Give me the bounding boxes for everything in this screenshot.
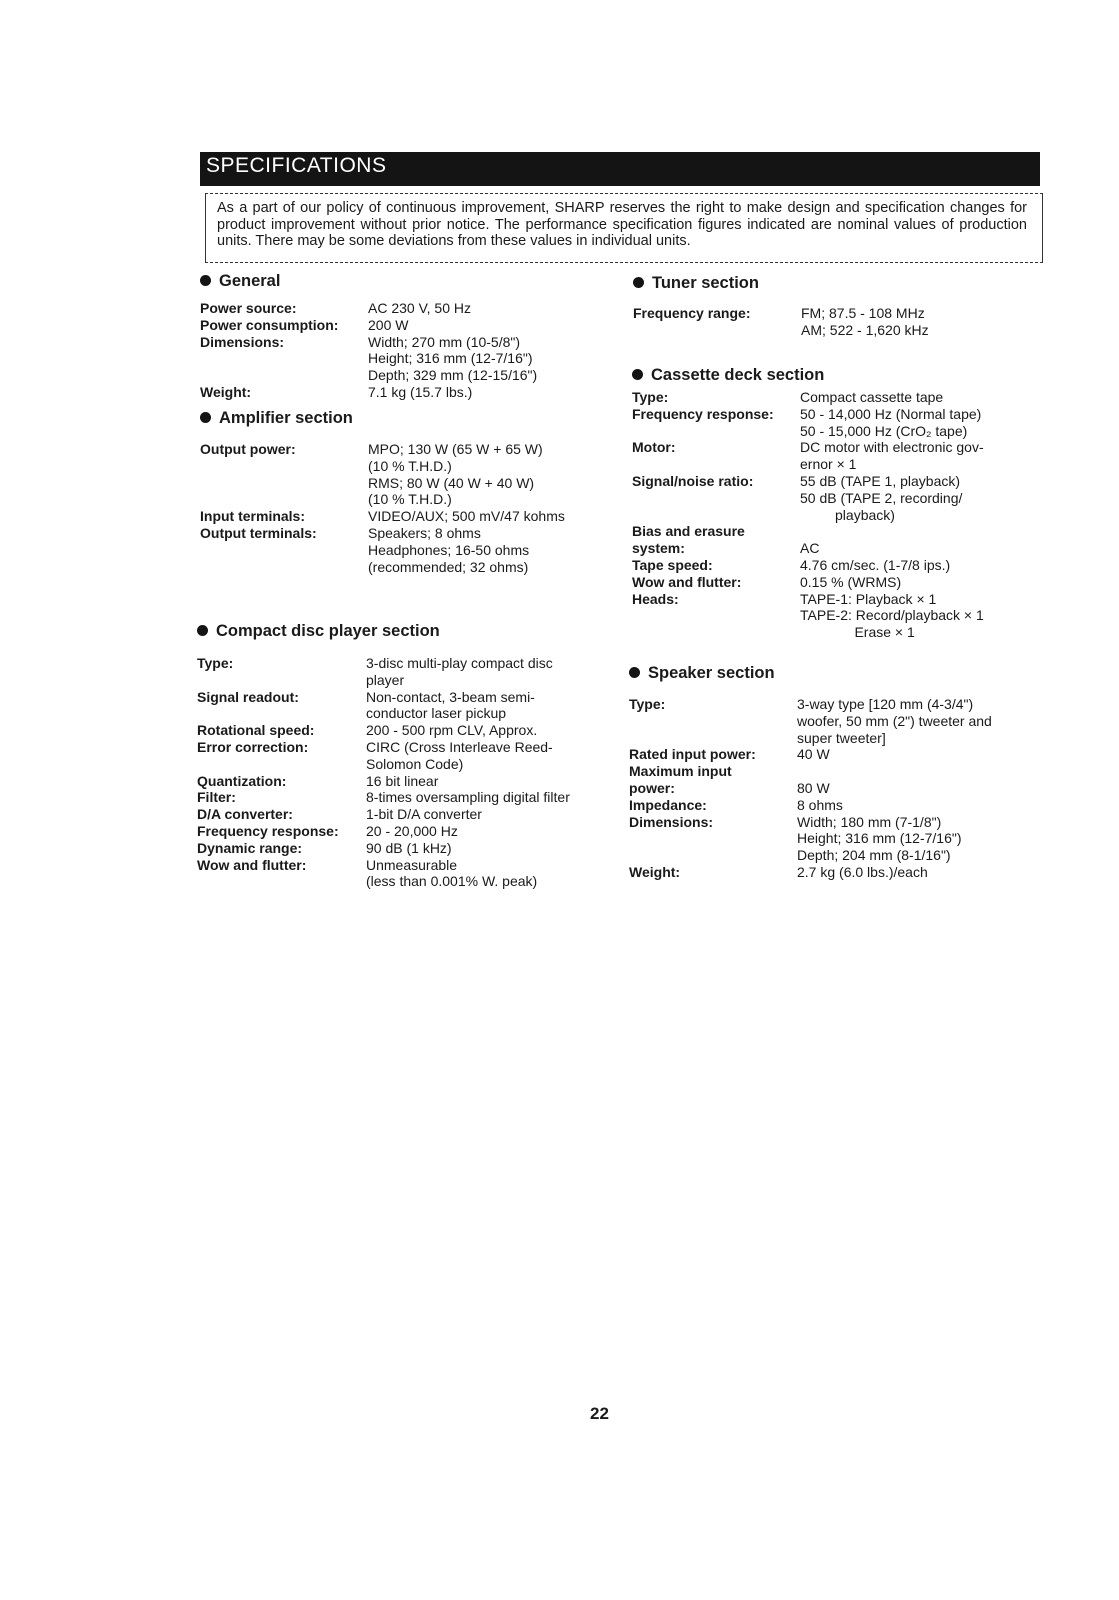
cd-title: Compact disc player section (216, 622, 440, 640)
spec-value-line: (10 % T.H.D.) (368, 457, 452, 474)
spec-row (629, 696, 992, 746)
spec-label: Quantization: (197, 772, 287, 789)
spec-row (197, 823, 570, 840)
page-title: SPECIFICATIONS (206, 154, 387, 177)
spec-label: Tape speed: (632, 556, 713, 573)
spec-value-line: 200 - 500 rpm CLV, Approx. (366, 722, 538, 739)
tuner-section (633, 272, 929, 339)
amplifier-heading (200, 407, 565, 429)
spec-value (800, 574, 984, 591)
spec-label: Rotational speed: (197, 722, 315, 739)
spec-value-line: 80 W (797, 779, 830, 796)
spec-value (366, 857, 570, 891)
spec-label: Bias and erasure (632, 523, 745, 540)
spec-value-line: 3-way type [120 mm (4-3/4") (797, 696, 974, 712)
spec-value (366, 840, 570, 857)
spec-value (368, 384, 537, 401)
spec-value-line: 55 dB (TAPE 1, playback) (800, 472, 961, 489)
spec-row (197, 773, 570, 790)
spec-value (797, 780, 992, 797)
spec-row (197, 840, 570, 857)
spec-value-line: playback) (800, 506, 895, 523)
spec-row (200, 508, 565, 525)
spec-row (632, 574, 984, 591)
spec-label: Wow and flutter: (632, 573, 742, 590)
spec-row (629, 797, 992, 814)
spec-label: Output power: (200, 441, 296, 457)
spec-row (629, 746, 992, 763)
spec-value-line: AM; 522 - 1,620 kHz (801, 321, 929, 338)
spec-value-line: (less than 0.001% W. peak) (366, 873, 538, 890)
general-title: General (219, 272, 281, 290)
spec-row (197, 655, 570, 689)
spec-value-line: VIDEO/AUX; 500 mV/47 kohms (368, 508, 565, 525)
spec-row (197, 739, 570, 773)
bullet-icon (197, 625, 208, 636)
spec-row (200, 317, 537, 334)
spec-row (629, 763, 992, 780)
spec-label: Rated input power: (629, 746, 756, 763)
spec-label: system: (632, 540, 685, 557)
spec-value (368, 508, 565, 525)
spec-value-line: Height; 316 mm (12-7/16") (797, 830, 962, 847)
spec-value (366, 806, 570, 823)
spec-value (801, 305, 929, 339)
spec-value-line: Non-contact, 3-beam semi- (366, 688, 535, 705)
spec-label: Dynamic range: (197, 839, 303, 856)
spec-value (800, 439, 984, 473)
spec-value-line: Depth; 204 mm (8-1/16") (797, 847, 951, 864)
cd-heading (197, 620, 570, 642)
spec-label: Dimensions: (200, 333, 285, 350)
spec-value-line: Erase × 1 (800, 624, 915, 641)
spec-label: power: (629, 779, 675, 796)
spec-row (200, 300, 537, 317)
spec-row (197, 789, 570, 806)
spec-value (368, 300, 537, 317)
spec-value-line: conductor laser pickup (366, 705, 507, 722)
spec-value (366, 773, 570, 790)
general-heading (200, 270, 537, 292)
spec-value-line: Depth; 329 mm (12-15/16") (368, 367, 538, 384)
spec-row (632, 591, 984, 641)
spec-value-line: CIRC (Cross Interleave Reed- (366, 738, 553, 755)
spec-label: Motor: (632, 439, 676, 456)
spec-row (197, 806, 570, 823)
spec-value (797, 696, 992, 746)
tuner-heading (633, 272, 929, 294)
notice-text: As a part of our policy of continuous improvement, SHARP reserves the right to make design and specification changes for product improvement without prior notice. The performance specification figures indicated are nominal values of production units. There may be some deviations from these values in individual units. (217, 200, 1027, 249)
spec-row (632, 557, 984, 574)
spec-row (632, 523, 984, 540)
spec-row (629, 814, 992, 864)
spec-value-line: 2.7 kg (6.0 lbs.)/each (797, 863, 928, 880)
spec-row (632, 389, 984, 406)
spec-value-line: 4.76 cm/sec. (1-7/8 ips.) (800, 556, 951, 573)
speaker-title: Speaker section (648, 664, 775, 682)
spec-label: Heads: (632, 590, 679, 607)
spec-label: Power consumption: (200, 316, 339, 333)
spec-value-line (800, 523, 984, 540)
spec-label: Dimensions: (629, 813, 714, 830)
spec-row (632, 473, 984, 523)
speaker-section (629, 662, 992, 881)
spec-value (366, 655, 570, 689)
spec-value-line: 8 ohms (797, 796, 843, 813)
spec-label: Weight: (200, 383, 252, 400)
spec-row (197, 689, 570, 723)
bullet-icon (629, 667, 640, 678)
spec-row (200, 334, 537, 384)
spec-value (366, 823, 570, 840)
spec-value-line: 90 dB (1 kHz) (366, 839, 452, 856)
spec-label: Type: (632, 389, 669, 405)
spec-value-line: 50 - 15,000 Hz (CrO₂ tape) (800, 422, 968, 439)
spec-value-line: 200 W (368, 316, 409, 333)
spec-value-line: Width; 270 mm (10-5/8") (368, 333, 521, 350)
page-number: 22 (590, 1404, 609, 1423)
spec-label: Output terminals: (200, 524, 317, 541)
spec-value-line: RMS; 80 W (40 W + 40 W) (368, 474, 535, 491)
spec-row (200, 384, 537, 401)
spec-label: Frequency response: (632, 405, 774, 422)
spec-row (197, 857, 570, 891)
spec-value-line: 20 - 20,000 Hz (366, 822, 458, 839)
spec-value-line: Compact cassette tape (800, 389, 944, 405)
spec-value-line: 50 - 14,000 Hz (Normal tape) (800, 405, 982, 422)
spec-label: Weight: (629, 863, 681, 880)
bullet-icon (200, 412, 211, 423)
spec-value-line: 7.1 kg (15.7 lbs.) (368, 383, 473, 400)
spec-value-line: 40 W (797, 746, 830, 763)
spec-value-line: TAPE-2: Record/playback × 1 (800, 607, 984, 624)
amplifier-title: Amplifier section (219, 409, 353, 427)
spec-value (368, 525, 565, 575)
spec-value-line: (10 % T.H.D.) (368, 491, 452, 508)
spec-value (800, 557, 984, 574)
spec-value-line: Unmeasurable (366, 856, 458, 873)
bullet-icon (632, 369, 643, 380)
notice-box (205, 193, 1043, 263)
spec-value-line: player (366, 671, 405, 688)
spec-row (633, 305, 929, 339)
spec-value-line: Speakers; 8 ohms (368, 524, 481, 541)
spec-value (366, 722, 570, 739)
spec-label: Frequency range: (633, 305, 751, 321)
spec-value (800, 473, 984, 523)
spec-row (632, 540, 984, 557)
spec-value-line: super tweeter] (797, 729, 886, 746)
cassette-title: Cassette deck section (651, 366, 825, 384)
spec-label: Type: (629, 696, 666, 712)
spec-value (366, 689, 570, 723)
spec-label: Signal/noise ratio: (632, 472, 754, 489)
spec-value-line: Headphones; 16-50 ohms (368, 541, 530, 558)
cd-section (197, 620, 570, 890)
spec-value-line: DC motor with electronic gov- (800, 439, 984, 456)
spec-label: Type: (197, 655, 234, 671)
spec-value (797, 864, 992, 881)
spec-label: Maximum input (629, 763, 732, 780)
spec-value-line: 8-times oversampling digital filter (366, 789, 570, 806)
amplifier-section (200, 407, 565, 575)
speaker-heading (629, 662, 992, 684)
spec-value (366, 739, 570, 773)
spec-value (368, 441, 565, 508)
spec-label: Input terminals: (200, 508, 306, 525)
spec-value (368, 334, 537, 384)
spec-value (800, 591, 984, 641)
spec-value (797, 746, 992, 763)
spec-value (366, 789, 570, 806)
spec-value-line: AC 230 V, 50 Hz (368, 300, 471, 316)
spec-value-line: 3-disc multi-play compact disc (366, 655, 553, 671)
spec-label: Filter: (197, 789, 236, 806)
spec-value (797, 797, 992, 814)
spec-value-line: 0.15 % (WRMS) (800, 573, 902, 590)
spec-value-line: AC (800, 540, 820, 557)
cassette-section (632, 364, 984, 641)
spec-value (797, 763, 992, 780)
spec-row (629, 864, 992, 881)
spec-value (797, 814, 992, 864)
spec-label: Signal readout: (197, 688, 299, 705)
bullet-icon (200, 275, 211, 286)
spec-value (800, 406, 984, 440)
spec-label: Error correction: (197, 738, 309, 755)
spec-value (800, 540, 984, 557)
spec-row (629, 780, 992, 797)
cassette-heading (632, 364, 984, 386)
spec-value-line (797, 763, 992, 780)
spec-label: Wow and flutter: (197, 856, 307, 873)
specifications-banner (200, 152, 1040, 186)
spec-label: D/A converter: (197, 806, 293, 823)
spec-value-line: (recommended; 32 ohms) (368, 558, 529, 575)
spec-value-line: 16 bit linear (366, 772, 439, 789)
spec-label: Power source: (200, 300, 297, 316)
spec-row (632, 439, 984, 473)
spec-value-line: Width; 180 mm (7-1/8") (797, 813, 942, 830)
spec-value-line: Height; 316 mm (12-7/16") (368, 350, 533, 367)
bullet-icon (633, 277, 644, 288)
spec-value-line: FM; 87.5 - 108 MHz (801, 305, 925, 321)
spec-label: Impedance: (629, 796, 707, 813)
tuner-title: Tuner section (652, 274, 759, 292)
spec-value-line: woofer, 50 mm (2") tweeter and (797, 712, 992, 729)
spec-row (197, 722, 570, 739)
spec-value (800, 389, 984, 406)
spec-value-line: 1-bit D/A converter (366, 806, 482, 823)
spec-value-line: Solomon Code) (366, 755, 464, 772)
spec-row (632, 406, 984, 440)
spec-value-line: MPO; 130 W (65 W + 65 W) (368, 441, 543, 457)
spec-row (200, 441, 565, 508)
spec-value-line: 50 dB (TAPE 2, recording/ (800, 489, 963, 506)
spec-value (800, 523, 984, 540)
spec-label: Frequency response: (197, 822, 339, 839)
spec-value (368, 317, 537, 334)
spec-row (200, 525, 565, 575)
general-section (200, 270, 537, 401)
spec-value-line: ernor × 1 (800, 456, 857, 473)
spec-value-line: TAPE-1: Playback × 1 (800, 590, 937, 607)
